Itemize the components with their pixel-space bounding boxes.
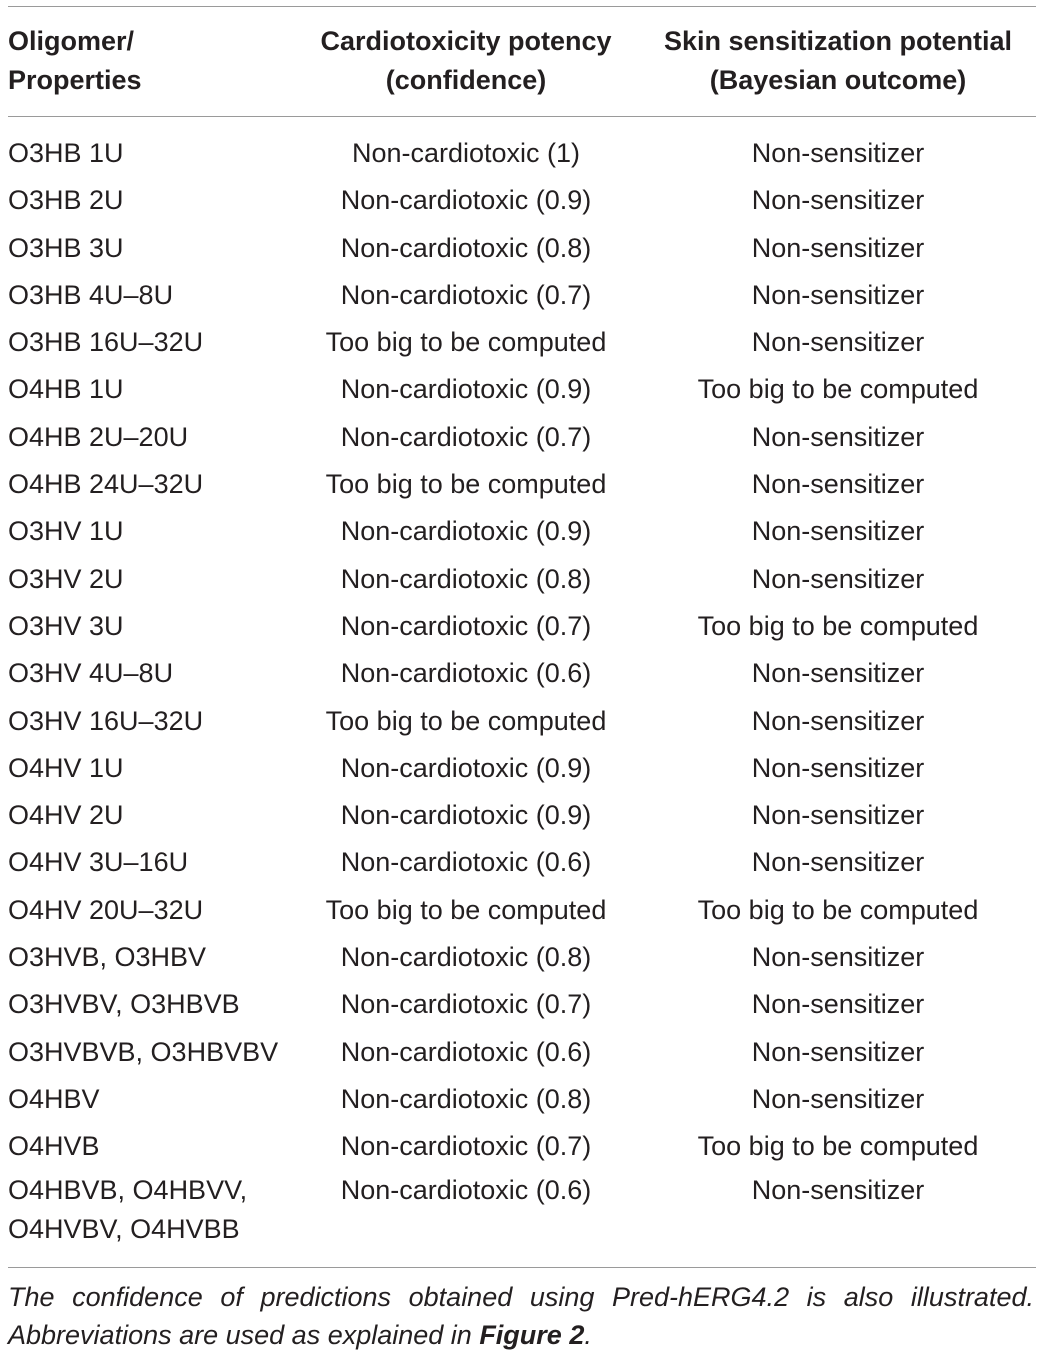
- table-row: [8, 887, 1036, 934]
- header-col3-line1: Skin sensitization potential: [663, 26, 1013, 56]
- cell-oligomer: [8, 366, 308, 413]
- cell-cardiotoxicity: Non-cardiotoxic (0.9): [340, 185, 592, 216]
- cell-cardiotoxicity: Non-cardiotoxic (0.9): [340, 374, 592, 405]
- cell-oligomer: [8, 319, 308, 366]
- footnote-figure-ref: Figure 2: [479, 1320, 585, 1350]
- cell-cardiotoxicity: Non-cardiotoxic (0.6): [340, 658, 592, 689]
- cell-oligomer-line: O4HV 1U: [8, 752, 124, 783]
- cell-oligomer-line: O4HV 20U–32U: [8, 894, 204, 925]
- cell-cardiotoxicity: Non-cardiotoxic (0.8): [340, 1083, 592, 1114]
- table-row: [8, 981, 1036, 1028]
- cell-skin-sensitization: Non-sensitizer: [751, 516, 925, 547]
- cell-skin-sensitization: Non-sensitizer: [751, 942, 925, 973]
- cell-oligomer-line: O3HB 2U: [8, 185, 124, 216]
- table-row: [8, 650, 1036, 697]
- header-col1-line2: Properties: [8, 65, 142, 95]
- cell-oligomer-line: O4HBVB, O4HBVV,: [8, 1174, 248, 1205]
- header-col2-line1: Cardiotoxicity potency: [320, 26, 612, 56]
- cell-cardiotoxicity: Non-cardiotoxic (0.7): [340, 610, 592, 641]
- cell-oligomer: [8, 130, 308, 177]
- table-row: [8, 556, 1036, 603]
- table-row: [8, 745, 1036, 792]
- cell-oligomer: [8, 603, 308, 650]
- cell-oligomer-line: O3HV 1U: [8, 516, 124, 547]
- cell-cardiotoxicity: Non-cardiotoxic (0.7): [340, 1131, 592, 1162]
- cell-oligomer-line: O4HBV: [8, 1083, 100, 1114]
- cell-oligomer: [8, 508, 308, 555]
- cell-oligomer: [8, 698, 308, 745]
- cell-oligomer-line: O3HV 4U–8U: [8, 658, 174, 689]
- cell-skin-sensitization: Non-sensitizer: [751, 138, 925, 168]
- cell-cardiotoxicity: Non-cardiotoxic (0.7): [340, 279, 592, 310]
- table-body: [8, 130, 1036, 1255]
- table-row: [8, 272, 1036, 319]
- cell-oligomer-line: O3HV 2U: [8, 563, 124, 594]
- header-oligomer-properties: [8, 22, 298, 100]
- table-footnote: [8, 1278, 1034, 1354]
- cell-cardiotoxicity: Non-cardiotoxic (1): [351, 138, 581, 168]
- cell-cardiotoxicity: Non-cardiotoxic (0.8): [340, 232, 592, 263]
- cell-cardiotoxicity: Too big to be computed: [325, 705, 607, 736]
- header-col2-line2: (confidence): [385, 65, 547, 95]
- cell-oligomer-line: O4HVBV, O4HVBB: [8, 1213, 240, 1244]
- header-col1-line1: Oligomer/: [8, 26, 135, 56]
- cell-cardiotoxicity: Too big to be computed: [325, 469, 607, 500]
- table-row: [8, 1029, 1036, 1076]
- cell-skin-sensitization: Non-sensitizer: [751, 752, 925, 783]
- top-rule: [8, 6, 1036, 7]
- cell-oligomer: [8, 934, 308, 981]
- table-row: [8, 319, 1036, 366]
- cell-oligomer: [8, 839, 308, 886]
- cell-skin-sensitization: Non-sensitizer: [751, 327, 925, 358]
- cell-oligomer-line: O3HVB, O3HBV: [8, 942, 207, 973]
- cell-cardiotoxicity: Too big to be computed: [325, 894, 607, 925]
- header-skin-sensitization: [648, 22, 1028, 100]
- cell-skin-sensitization: Non-sensitizer: [751, 279, 925, 310]
- cell-skin-sensitization: Non-sensitizer: [751, 232, 925, 263]
- table-row: [8, 1123, 1036, 1170]
- table-row: [8, 792, 1036, 839]
- cell-cardiotoxicity: Non-cardiotoxic (0.9): [340, 516, 592, 547]
- cell-cardiotoxicity: Non-cardiotoxic (0.8): [340, 942, 592, 973]
- cell-oligomer-line: O4HVB: [8, 1131, 100, 1162]
- cell-skin-sensitization: Too big to be computed: [697, 374, 979, 405]
- cell-oligomer-line: O4HB 1U: [8, 374, 124, 405]
- table-row: [8, 130, 1036, 177]
- cell-oligomer: [8, 1171, 308, 1249]
- cell-oligomer: [8, 272, 308, 319]
- cell-oligomer: [8, 650, 308, 697]
- table-row: [8, 934, 1036, 981]
- cell-oligomer: [8, 745, 308, 792]
- cell-cardiotoxicity: Too big to be computed: [325, 327, 607, 358]
- cell-cardiotoxicity: Non-cardiotoxic (0.6): [340, 1036, 592, 1067]
- cell-cardiotoxicity: Non-cardiotoxic (0.8): [340, 563, 592, 594]
- cell-cardiotoxicity: Non-cardiotoxic (0.7): [340, 421, 592, 452]
- cell-oligomer: [8, 792, 308, 839]
- footnote-end: .: [584, 1320, 592, 1350]
- table-row: [8, 603, 1036, 650]
- cell-cardiotoxicity: Non-cardiotoxic (0.6): [340, 1174, 592, 1205]
- cell-oligomer-line: O4HB 24U–32U: [8, 469, 204, 500]
- table-row: [8, 1171, 1036, 1255]
- cell-oligomer: [8, 461, 308, 508]
- cell-oligomer: [8, 556, 308, 603]
- cell-skin-sensitization: Non-sensitizer: [751, 847, 925, 878]
- cell-skin-sensitization: Too big to be computed: [697, 610, 979, 641]
- table-row: [8, 461, 1036, 508]
- header-col3-line2: (Bayesian outcome): [709, 65, 967, 95]
- cell-skin-sensitization: Non-sensitizer: [751, 469, 925, 500]
- cell-skin-sensitization: Non-sensitizer: [751, 705, 925, 736]
- cell-oligomer-line: O3HB 4U–8U: [8, 279, 174, 310]
- cell-oligomer: [8, 1123, 308, 1170]
- cell-skin-sensitization: Non-sensitizer: [751, 800, 925, 831]
- cell-oligomer-line: O3HV 16U–32U: [8, 705, 204, 736]
- cell-oligomer: [8, 225, 308, 272]
- cell-oligomer: [8, 1076, 308, 1123]
- bottom-rule: [8, 1267, 1036, 1268]
- cell-cardiotoxicity: Non-cardiotoxic (0.9): [340, 800, 592, 831]
- cell-skin-sensitization: Non-sensitizer: [751, 989, 925, 1020]
- cell-skin-sensitization: Non-sensitizer: [751, 563, 925, 594]
- table-row: [8, 508, 1036, 555]
- cell-oligomer: [8, 981, 308, 1028]
- cell-cardiotoxicity: Non-cardiotoxic (0.6): [340, 847, 592, 878]
- table-row: [8, 698, 1036, 745]
- header-cardiotoxicity: [308, 22, 624, 100]
- cell-oligomer-line: O3HVBV, O3HBVB: [8, 989, 240, 1020]
- table-row: [8, 177, 1036, 224]
- footnote-text: The confidence of predictions obtained using Pred-hERG4.2 is also illustrated. Abbreviations are used as explained in: [8, 1282, 1034, 1350]
- cell-skin-sensitization: Non-sensitizer: [751, 1036, 925, 1067]
- cell-cardiotoxicity: Non-cardiotoxic (0.9): [340, 752, 592, 783]
- cell-oligomer-line: O4HV 3U–16U: [8, 847, 189, 878]
- cell-skin-sensitization: Non-sensitizer: [751, 421, 925, 452]
- cell-oligomer-line: O3HB 3U: [8, 232, 124, 263]
- cell-oligomer: [8, 1029, 308, 1076]
- cell-oligomer-line: O4HB 2U–20U: [8, 421, 189, 452]
- cell-oligomer: [8, 887, 308, 934]
- table-row: [8, 366, 1036, 413]
- cell-skin-sensitization: Too big to be computed: [697, 1131, 979, 1162]
- cell-oligomer-line: O3HB 1U: [8, 138, 124, 168]
- cell-oligomer-line: O3HVBVB, O3HBVBV: [8, 1036, 279, 1067]
- cell-oligomer-line: O3HV 3U: [8, 610, 124, 641]
- cell-skin-sensitization: Non-sensitizer: [751, 1174, 925, 1205]
- cell-skin-sensitization: Too big to be computed: [697, 894, 979, 925]
- table-header: [8, 22, 1036, 102]
- cell-skin-sensitization: Non-sensitizer: [751, 1083, 925, 1114]
- cell-oligomer: [8, 414, 308, 461]
- cell-oligomer-line: O3HB 16U–32U: [8, 327, 204, 358]
- cell-cardiotoxicity: Non-cardiotoxic (0.7): [340, 989, 592, 1020]
- header-rule: [8, 116, 1036, 117]
- table-row: [8, 225, 1036, 272]
- table-row: [8, 414, 1036, 461]
- cell-skin-sensitization: Non-sensitizer: [751, 185, 925, 216]
- table-row: [8, 1076, 1036, 1123]
- cell-oligomer-line: O4HV 2U: [8, 800, 124, 831]
- cell-skin-sensitization: Non-sensitizer: [751, 658, 925, 689]
- cell-oligomer: [8, 177, 308, 224]
- table-row: [8, 839, 1036, 886]
